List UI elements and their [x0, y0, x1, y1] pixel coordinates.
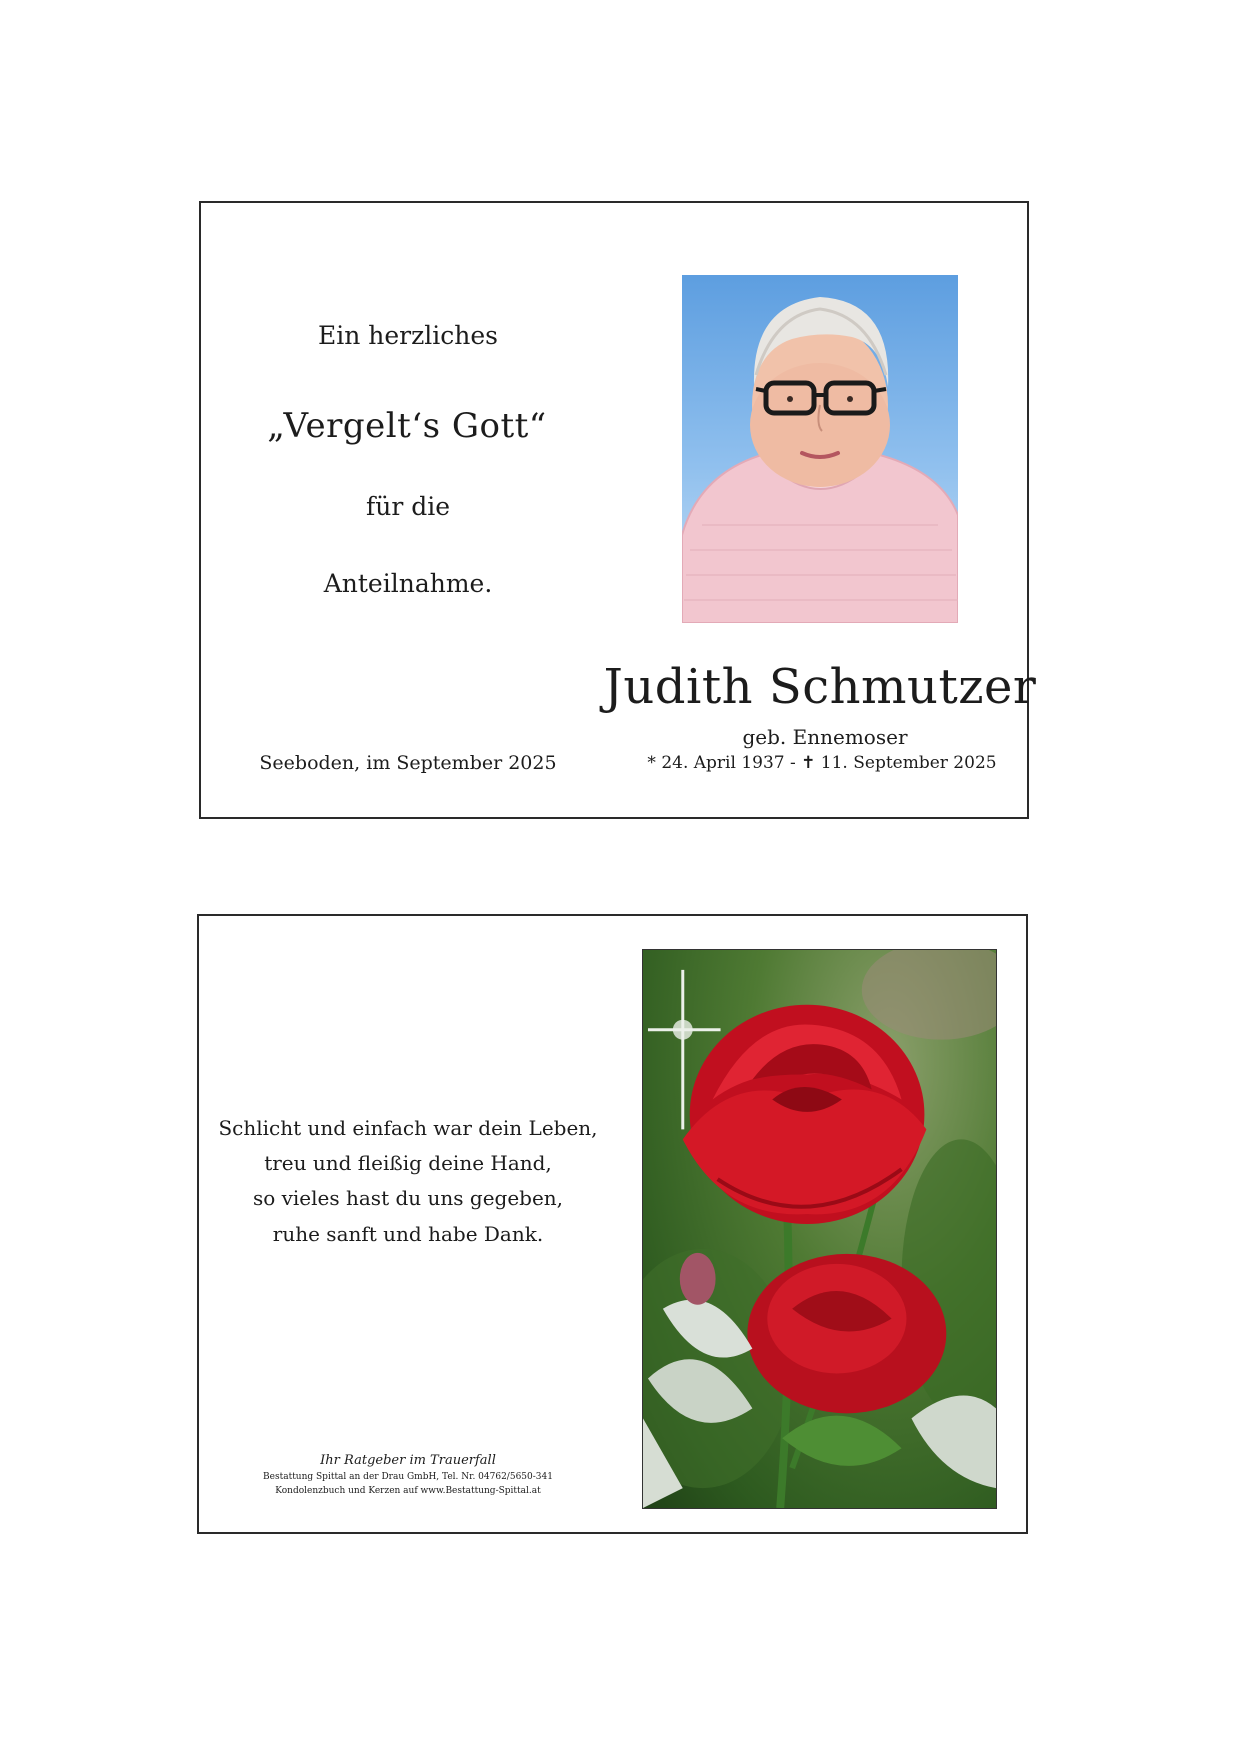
thank-you-card [199, 201, 1037, 819]
verse-card [197, 914, 1028, 1534]
life-dates: * 24. April 1937 - ✝ 11. September 2025 [647, 753, 997, 773]
funeral-home-contact: Bestattung Spittal an der Drau GmbH, Tel. Nr. 04762/5650-341 [263, 1472, 553, 1482]
thanks-line-4: Anteilnahme. [323, 569, 493, 598]
condolence-note: Kondolenzbuch und Kerzen auf www.Bestattung-Spittal.at [275, 1486, 541, 1496]
maiden-name: geb. Ennemoser [742, 725, 908, 749]
verse-line-1: Schlicht und einfach war dein Leben, [218, 1116, 598, 1140]
thanks-line-1: Ein herzliches [317, 321, 499, 350]
rose-illustration [643, 950, 996, 1508]
thanks-line-3: für die [365, 492, 451, 521]
rose-photo [642, 949, 997, 1509]
verse-line-3: so vieles hast du uns gegeben, [252, 1186, 564, 1210]
portrait-photo [682, 275, 958, 623]
thanks-line-2: „Vergelt‘s Gott“ [267, 406, 547, 446]
deceased-name: Judith Schmutzer [603, 659, 1037, 715]
portrait-illustration [682, 275, 958, 623]
verse-line-4: ruhe sanft und habe Dank. [272, 1222, 544, 1246]
verse-line-2: treu und fleißig deine Hand, [264, 1151, 552, 1175]
funeral-home-slogan: Ihr Ratgeber im Trauerfall [320, 1453, 496, 1468]
place-date: Seeboden, im September 2025 [259, 752, 557, 774]
